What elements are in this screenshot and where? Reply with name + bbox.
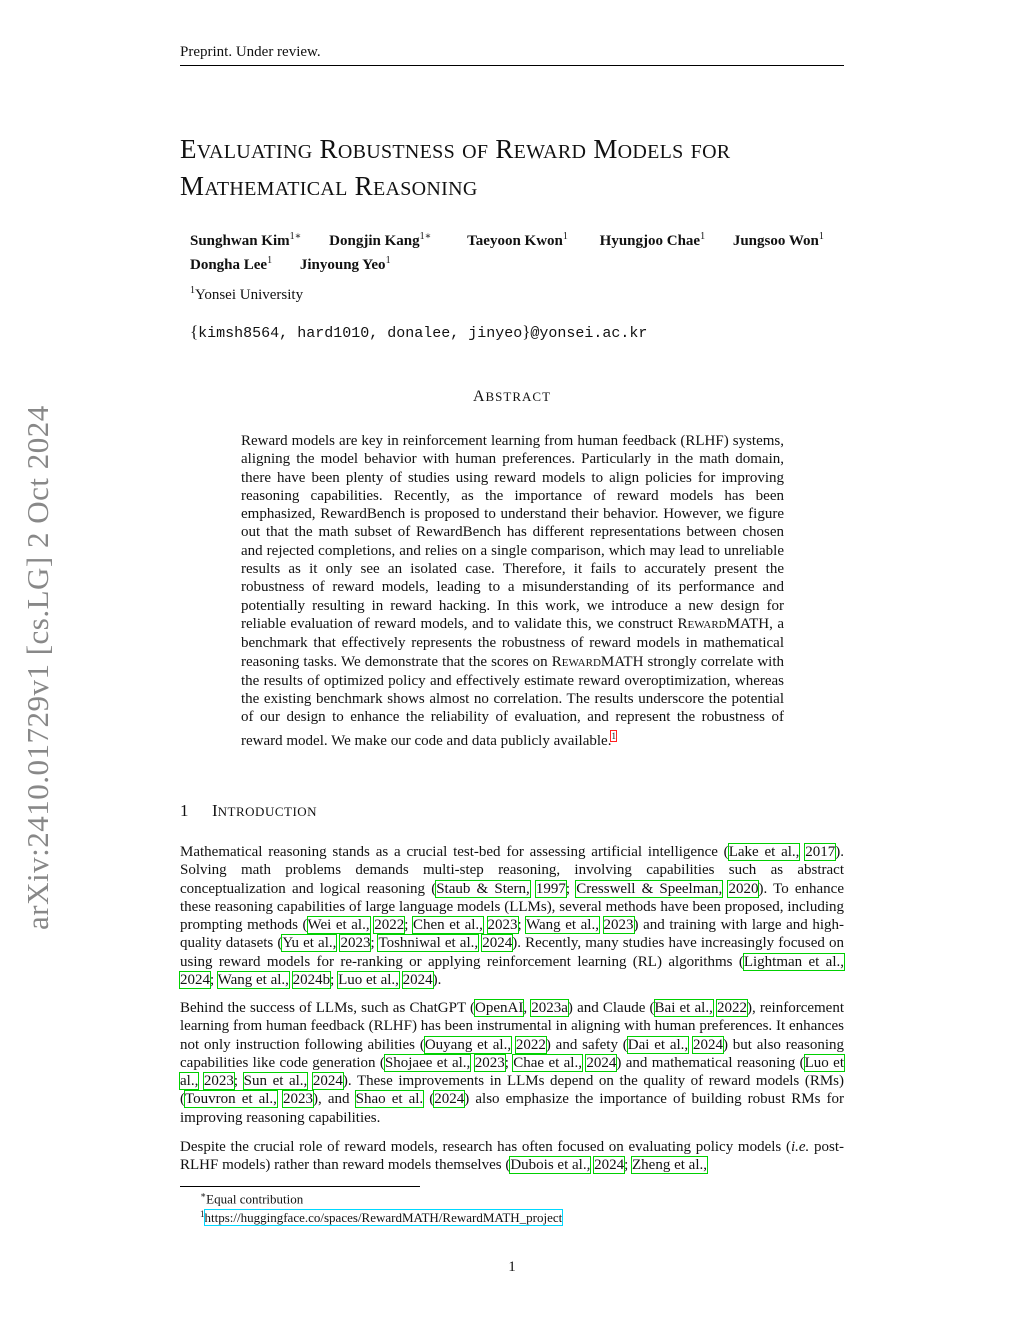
citation-link[interactable]: 2022: [716, 1000, 747, 1016]
citation-link[interactable]: Luo et al.,: [338, 972, 399, 989]
citation-link[interactable]: Wei et al.,: [307, 917, 370, 934]
author: Dongha Lee$^1$: [190, 255, 273, 273]
citation-link[interactable]: 2023: [203, 1073, 234, 1090]
paper-title: [180, 132, 860, 206]
footnote-url: $^1$https://huggingface.co/spaces/RewardMATH/RewardMATH_project: [200, 1209, 563, 1226]
citation-link[interactable]: Wang et al.,: [526, 917, 599, 934]
author: Jungsoo Won$^1$: [732, 231, 824, 249]
benchmark-name: REWARDMATH: [677, 615, 770, 632]
citation-link[interactable]: 2023a: [531, 1000, 568, 1016]
citation-link[interactable]: 2024: [312, 1073, 343, 1090]
citation-link[interactable]: Touvron et al.,: [185, 1091, 277, 1108]
citation-link[interactable]: Chen et al.,: [412, 917, 483, 934]
citation-link[interactable]: Zheng et al.,: [632, 1157, 707, 1174]
intro-paragraph-2: Behind the success of LLMs, such as ChatGPT (OpenAI, 2023a) and Claude (Bai et al., 2022), reinforcement learning from human feedback (RLHF) has been instrumental in aligning with human preferences. It enhances not only instruction following abilities (Ouyang et al., 2022) and safety (Dai et al., 2024) but also reasoning capabilities like code generation (Shojaee et al., 2023; Chae et al., 2024) and mathematical reasoning (Luo et al., 2023; Sun et al., 2024). These improvements in LLMs depend on the quality of reward models (RMs) (Touvron et al., 2023), and Shao et al. (2024) also emphasize the importance of building robust RMs for improving reasoning capabilities.: [180, 1000, 845, 1126]
affiliation: $^1$Yonsei University: [190, 285, 304, 303]
citation-link[interactable]: Bai et al.,: [654, 1000, 713, 1016]
benchmark-name: REWARDMATH: [551, 653, 644, 670]
citation-link[interactable]: Staub & Stern,: [436, 880, 530, 897]
citation-link[interactable]: Lake et al.,: [728, 844, 800, 860]
citation-link[interactable]: 1997: [535, 880, 566, 897]
page-number: 1: [508, 1259, 516, 1275]
citation-link[interactable]: 2024b: [292, 972, 331, 989]
citation-link[interactable]: Dai et al.,: [627, 1036, 689, 1053]
title-line-1: EVALUATING ROBUSTNESS OF REWARD MODELS FOR: [180, 134, 731, 164]
citation-link[interactable]: 2024: [693, 1036, 723, 1053]
citation-link[interactable]: Shojaee et al.,: [384, 1054, 471, 1071]
citation-link[interactable]: 2024: [434, 1091, 465, 1108]
citation-link[interactable]: Yu et al.,: [282, 935, 337, 952]
citation-link[interactable]: Cresswell & Speelman,: [576, 880, 723, 897]
intro-paragraph-3: Despite the crucial role of reward models, research has often focused on evaluating policy models (i.e. post-RLHF models) rather than reward models themselves (Dubois et al., 2024; Zheng et al.,: [180, 1139, 844, 1174]
citation-link[interactable]: 2023: [340, 935, 371, 952]
intro-paragraph-1: Mathematical reasoning stands as a crucial test-bed for assessing artificial intelligence (Lake et al., 2017). Solving math problems demands multi-step reasoning, involving capabilities such as abstract conceptualization and logical reasoning (Staub & Stern, 1997; Cresswell & Speelman, 2020). To enhance these reasoning capabilities of large language models (LLMs), several methods have been proposed, including prompting methods (Wei et al., 2022; Chen et al., 2023; Wang et al., 2023) and training with large and high-quality datasets (Yu et al., 2023; Toshniwal et al., 2024). Recently, many studies have increasingly focused on using reward models for re-ranking or applying reinforcement learning (RL) algorithms (Lightman et al., 2024; Wang et al., 2024b; Luo et al., 2024).: [180, 844, 845, 989]
citation-link[interactable]: Luo et al.,: [180, 1054, 845, 1090]
arxiv-watermark: arXiv:2410.01729v1 [cs.LG] 2 Oct 2024: [20, 405, 55, 930]
citation-link[interactable]: 2024: [586, 1054, 617, 1071]
citation-link[interactable]: 2024: [180, 972, 210, 989]
citation-link[interactable]: 2023: [474, 1054, 505, 1071]
citation-link[interactable]: 2023: [487, 917, 518, 934]
citation-link[interactable]: Dubois et al.,: [510, 1157, 591, 1174]
citation-link[interactable]: Toshniwal et al.,: [378, 935, 479, 952]
section-heading-introduction: 1 INTRODUCTION: [180, 801, 318, 820]
citation-link[interactable]: 2022: [374, 917, 405, 934]
citation-link[interactable]: 2024: [594, 1157, 625, 1174]
author: Dongjin Kang$^{1∗}$: [329, 231, 432, 249]
citation-link[interactable]: 2020: [728, 880, 759, 897]
abstract-heading: ABSTRACT: [472, 388, 552, 405]
author: Sunghwan Kim$^{1∗}$: [190, 231, 302, 249]
citation-link[interactable]: Ouyang et al.,: [424, 1036, 512, 1053]
author: Jinyoung Yeo$^1$: [299, 255, 391, 273]
citation-link[interactable]: Lightman et al.,: [743, 953, 844, 970]
author-list: [190, 227, 850, 275]
footnote-rule: [180, 1186, 420, 1187]
citation-link[interactable]: Wang et al.,: [217, 972, 289, 989]
citation-link[interactable]: Shao et al.: [355, 1091, 424, 1108]
citation-link[interactable]: 2017: [805, 844, 836, 860]
running-head: Preprint. Under review.: [180, 44, 321, 60]
footnote-equal-contribution: ∗Equal contribution: [200, 1190, 304, 1207]
header-rule: [180, 65, 844, 66]
author-emails: {kimsh8564, hard1010, donalee, jinyeo}@yonsei.ac.kr: [190, 322, 648, 342]
footnote-link[interactable]: 1: [611, 730, 616, 741]
author: Taeyoon Kwon$^1$: [467, 231, 568, 249]
citation-link[interactable]: 2023: [283, 1091, 314, 1108]
citation-link[interactable]: OpenAI: [475, 1000, 524, 1016]
citation-link[interactable]: 2023: [603, 917, 634, 934]
citation-link[interactable]: Chae et al.,: [513, 1054, 582, 1071]
title-line-2: MATHEMATICAL REASONING: [180, 171, 478, 201]
citation-link[interactable]: Sun et al.,: [243, 1073, 308, 1090]
citation-link[interactable]: 2024: [482, 935, 513, 952]
citation-link[interactable]: 2024: [402, 972, 433, 989]
abstract-body: Reward models are key in reinforcement learning from human feedback (RLHF) systems, aligning the model behavior with human preferences. Particularly in the math domain, there have been plenty of studies using reward models to align policies for improving reasoning capabilities. Recently, as the importance of reward models has been emphasized, RewardBench is proposed to understand their behavior. However, we figure out that the math subset of RewardBench has different representations between chosen and rejected completions, and relies on a single comparison, which may lead to unreliable results as it only see an isolated case. Therefore, it fails to accurately present the robustness of reward models, leading to a misunderstanding of its performance and potentially resulting in reward hacking. In this work, we introduce a new design for reliable evaluation of reward models, and to validate this, we construct REWARDMATH, a benchmark that effectively represents the robustness of reward models in mathematical reasoning tasks. We demonstrate that the scores on REWARDMATH strongly correlate with the results of optimized policy and effectively estimate reward overoptimization, whereas the existing benchmark shows almost no correlation. The results underscore the potential of our design to enhance the reliability of evaluation, and represent the robustness of reward model. We make our code and data publicly available.$^1$: [241, 433, 784, 749]
author: Hyungjoo Chae$^1$: [599, 231, 706, 249]
citation-link[interactable]: 2022: [515, 1036, 546, 1053]
project-url-link[interactable]: https://huggingface.co/spaces/RewardMATH/RewardMATH_project: [204, 1210, 563, 1226]
